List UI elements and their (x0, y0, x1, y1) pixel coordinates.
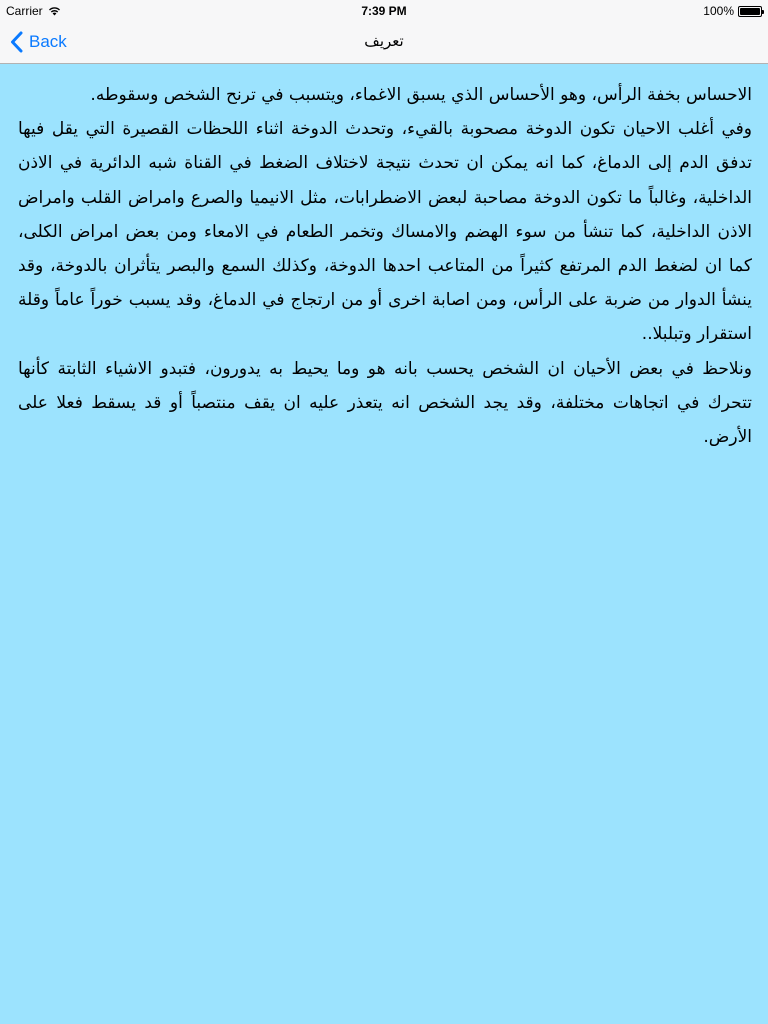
article-body (18, 78, 752, 454)
battery-indicator (703, 4, 762, 18)
page-title: تعريف (364, 32, 404, 50)
status-time: 7:39 PM (361, 4, 407, 18)
back-button-label: Back (29, 31, 67, 51)
article-paragraph: ونلاحظ في بعض الأحيان ان الشخص يحسب بانه هو وما يحيط به يدورون، فتبدو الاشياء الثابتة كأنها تتحرك في اتجاهات مختلفة، وقد يجد الشخص انه يتعذر عليه ان يقف منتصباً أو قد يسقط فعلا على الأرض. (18, 358, 752, 448)
status-bar (0, 0, 768, 20)
battery-percentage: 100% (703, 4, 734, 18)
carrier-label: Carrier (6, 4, 43, 18)
article-paragraph: الاحساس بخفة الرأس، وهو الأحساس الذي يسبق الاغماء، ويتسبب في ترنح الشخص وسقوطه. (90, 85, 752, 105)
battery-icon (738, 6, 762, 17)
article-paragraph: وفي أغلب الاحيان تكون الدوخة مصحوبة بالقيء، وتحدث الدوخة اثناء اللحظات القصيرة التي يقل فيها تدفق الدم إلى الدماغ، كما انه يمكن ان تحدث نتيجة لاختلاف الضغط في القناة شبه الدائرية في الاذن الداخلية، وغالباً ما تكون الدوخة مصاحبة لبعض الاضطرابات، مثل الانيميا والصرع وامراض القلب وامراض الاذن الداخلية، كما تنشأ من سوء الهضم والامساك وتخمر الطعام في الامعاء ومن بعض امراض الكلى، كما ان لضغط الدم المرتفع كثيراً من المتاعب احدها الدوخة، وكذلك السمع والبصر يتأثران بالدوخة، وقد ينشأ الدوار من ضربة على الرأس، ومن اصابة اخرى أو من ارتجاج في الدماغ، وقد يسبب خوراً عاماً وقلة استقرار وتبلبلا.. (18, 119, 752, 345)
navigation-bar (0, 20, 768, 64)
